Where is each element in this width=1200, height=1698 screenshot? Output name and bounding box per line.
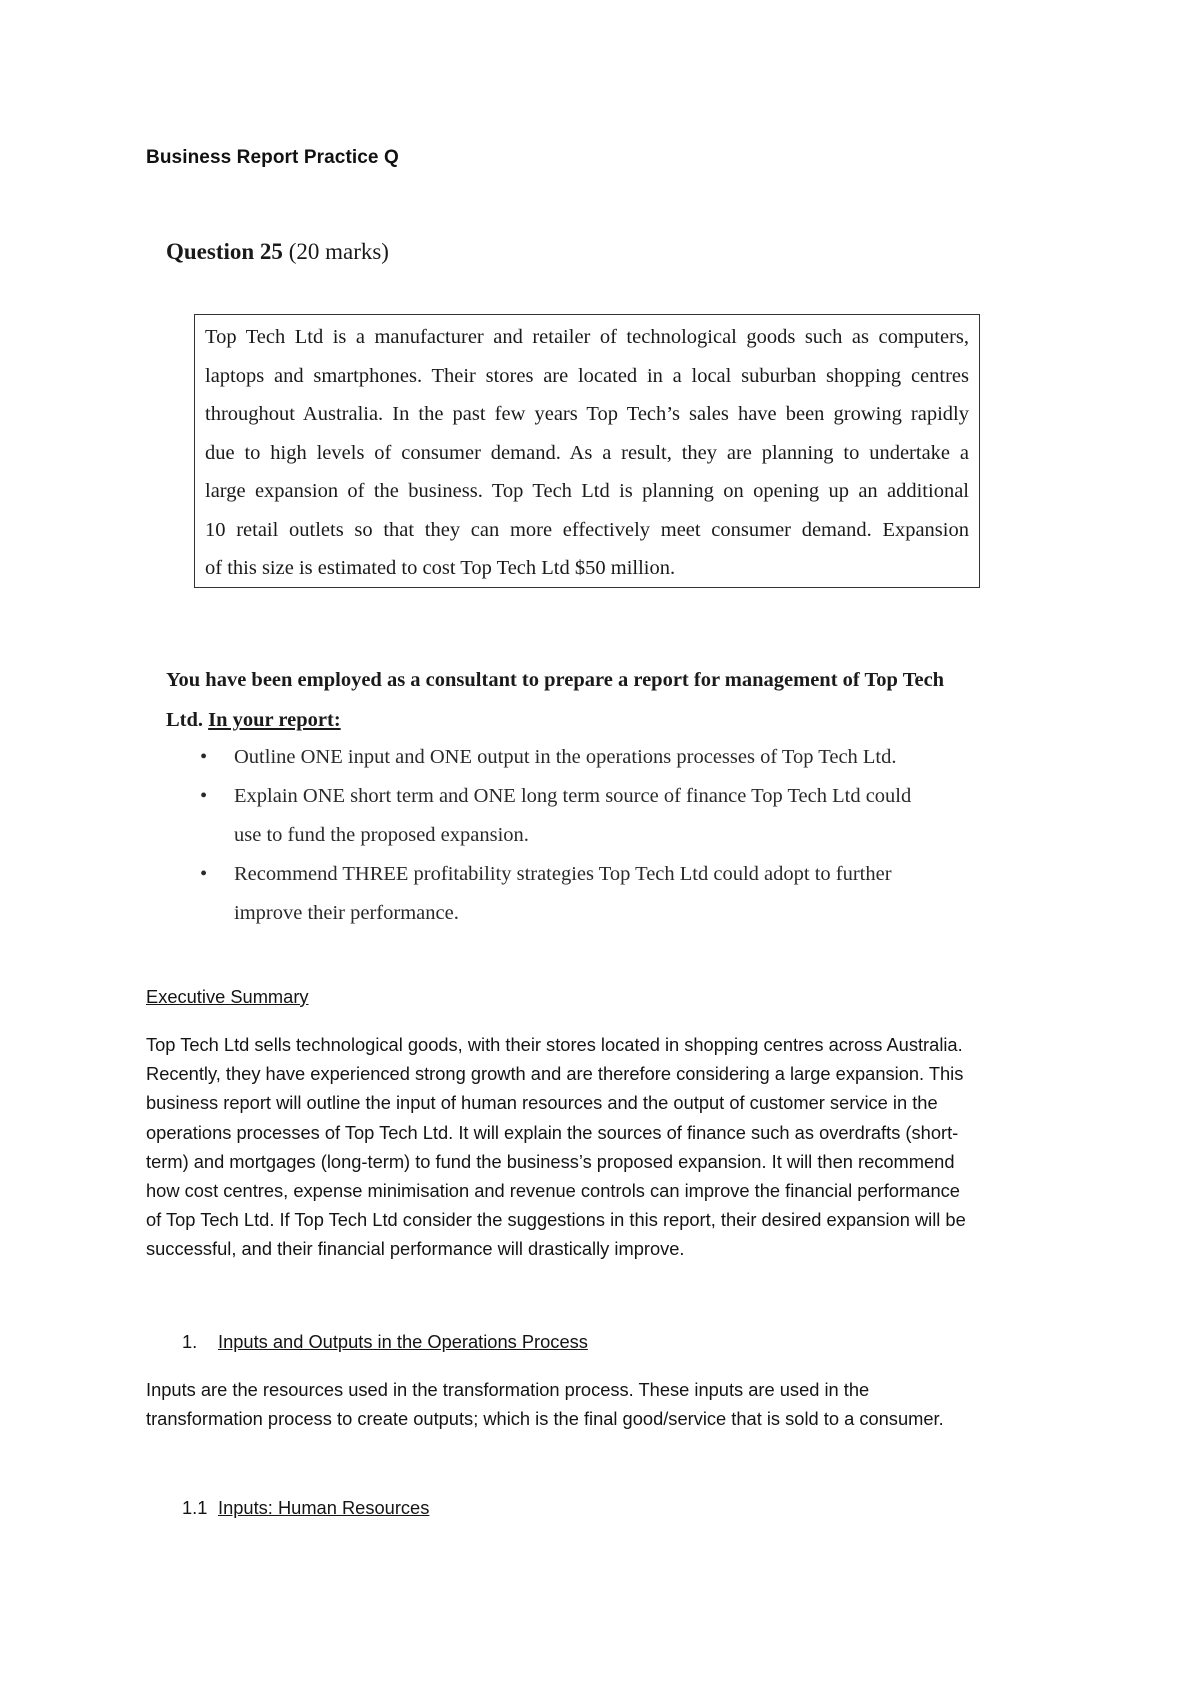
paragraph-line: successful, and their financial performance will drastically improve. (146, 1238, 685, 1260)
task-intro (166, 660, 1026, 740)
paragraph-line: Inputs are the resources used in the transformation process. These inputs are used in the (146, 1379, 870, 1400)
task-item-text: Explain ONE short term and ONE long term source of finance Top Tech Ltd could (234, 785, 912, 807)
task-list (200, 738, 911, 933)
executive-summary-heading: Executive Summary (146, 986, 309, 1007)
bullet-icon: • (200, 863, 208, 885)
paragraph-line: transformation process to create outputs; which is the final good/service that is sold to a consumer. (146, 1408, 944, 1430)
paragraph-line: how cost centres, expense minimisation and revenue controls can improve the financial performance (146, 1180, 960, 1202)
bullet-icon: • (200, 746, 208, 768)
task-item-text: Outline ONE input and ONE output in the operations processes of Top Tech Ltd. (234, 746, 897, 768)
paragraph-line: business report will outline the input of human resources and the output of customer service in the (146, 1092, 938, 1114)
task-intro-underlined: In your report: (208, 709, 341, 731)
paragraph-line: term) and mortgages (long-term) to fund the business’s proposed expansion. It will then recommend (146, 1150, 955, 1172)
document-title: Business Report Practice Q (146, 147, 399, 168)
section-1-heading (182, 1331, 588, 1353)
question-number: Question 25 (166, 239, 283, 264)
scenario-line: laptops and smartphones. Their stores are located in a local suburban shopping centres (205, 364, 969, 387)
scenario-line: Top Tech Ltd is a manufacturer and retailer of technological goods such as computers, (205, 326, 969, 348)
task-item-text: improve their performance. (234, 902, 459, 924)
task-intro-line (166, 700, 1026, 740)
section-1-1-heading (182, 1497, 429, 1519)
task-item (200, 777, 911, 855)
task-item (200, 738, 911, 777)
section-number: 1.1 (182, 1497, 208, 1518)
paragraph-line: Top Tech Ltd sells technological goods, with their stores located in shopping centres across Australia. (146, 1034, 963, 1055)
scenario-line: throughout Australia. In the past few years Top Tech’s sales have been growing rapidly (205, 403, 969, 425)
section-title: Inputs and Outputs in the Operations Process (218, 1331, 588, 1352)
section-title: Inputs: Human Resources (218, 1497, 430, 1518)
scenario-line: of this size is estimated to cost Top Tech Ltd $50 million. (205, 557, 676, 579)
question-marks: (20 marks) (282, 239, 389, 264)
executive-summary-paragraph (146, 1030, 1066, 1264)
task-item (200, 855, 911, 933)
bullet-icon: • (200, 785, 208, 807)
question-heading (166, 239, 389, 265)
scenario-box (194, 314, 980, 588)
section-1-paragraph (146, 1375, 944, 1433)
paragraph-line: Recently, they have experienced strong growth and are therefore considering a large expansion. This (146, 1063, 964, 1085)
section-number: 1. (182, 1331, 198, 1352)
paragraph-line: operations processes of Top Tech Ltd. It will explain the sources of finance such as overdrafts (short- (146, 1121, 959, 1143)
task-intro-plain: Ltd. (166, 709, 209, 731)
paragraph-line: of Top Tech Ltd. If Top Tech Ltd consider the suggestions in this report, their desired expansion will be (146, 1209, 966, 1231)
scenario-line: large expansion of the business. Top Tech Ltd is planning on opening up an additional (205, 480, 969, 502)
scenario-line: 10 retail outlets so that they can more effectively meet consumer demand. Expansion (205, 518, 969, 541)
task-item-text: use to fund the proposed expansion. (234, 824, 529, 846)
scenario-line: due to high levels of consumer demand. As a result, they are planning to undertake a (205, 441, 969, 464)
task-intro-line: You have been employed as a consultant to prepare a report for management of Top Tech (166, 669, 945, 691)
task-item-text: Recommend THREE profitability strategies Top Tech Ltd could adopt to further (234, 863, 892, 885)
